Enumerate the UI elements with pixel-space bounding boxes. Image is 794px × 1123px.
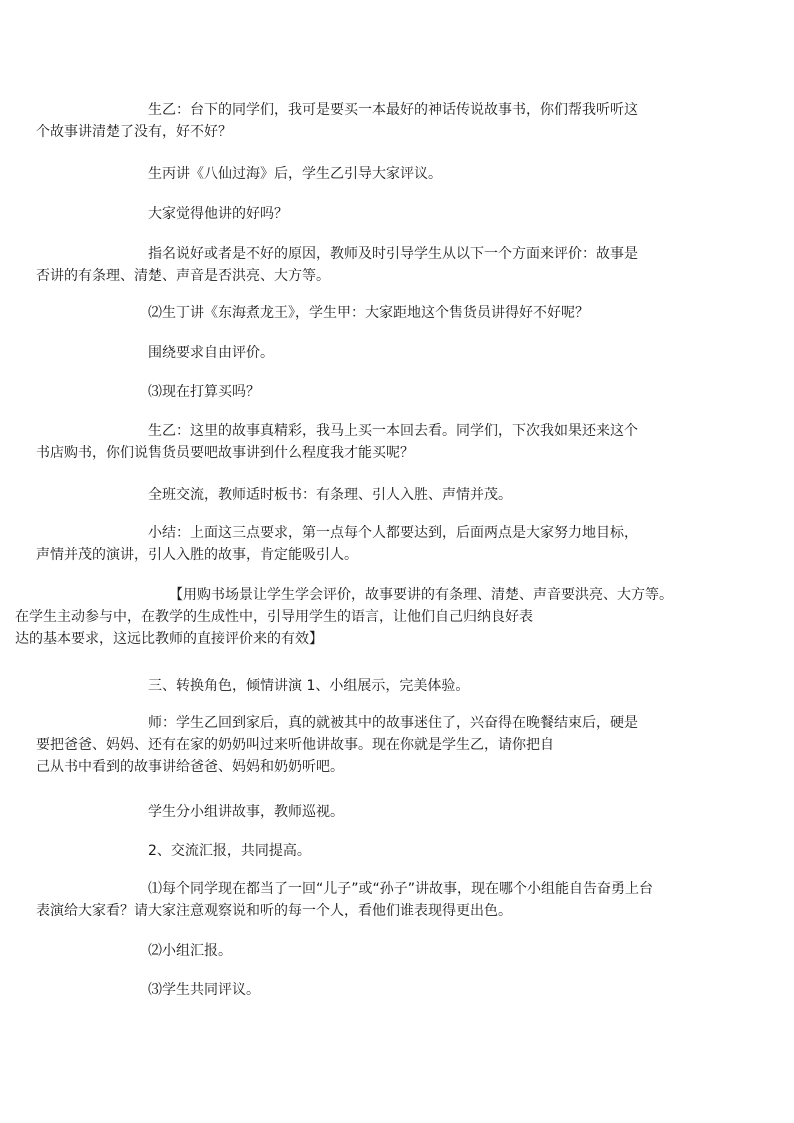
paragraph-3	[92, 203, 704, 225]
paragraph-10	[36, 522, 704, 566]
text-line: ⑶现在打算买吗？	[148, 384, 260, 400]
paragraph-12	[92, 675, 704, 697]
text-line: 个故事讲清楚了没有，好不好？	[36, 124, 232, 140]
text-line: ⑶学生共同评议。	[148, 982, 260, 998]
paragraph-2	[92, 163, 704, 185]
paragraph-6	[92, 342, 704, 364]
text-line: 大家觉得他讲的好吗？	[148, 206, 288, 222]
paragraph-11	[15, 584, 704, 650]
text-line: 己从书中看到的故事讲给爸爸、妈妈和奶奶听吧。	[36, 759, 344, 775]
paragraph-9	[92, 484, 704, 506]
text-line: ⑴每个同学现在都当了一回“儿子”或“孙子”讲故事，现在哪个小组能自告奋勇上台	[148, 881, 654, 897]
text-line: 指名说好或者是不好的原因，教师及时引导学生从以下一个方面来评价：故事是	[148, 246, 638, 262]
text-line: ⑵小组汇报。	[148, 943, 232, 959]
paragraph-4	[36, 243, 704, 287]
text-line: 学生分小组讲故事，教师巡视。	[148, 804, 344, 820]
paragraph-5	[92, 302, 704, 324]
text-line: 全班交流，教师适时板书：有条理、引人入胜、声情并茂。	[148, 487, 512, 503]
text-line: 达的基本要求，这远比教师的直接评价来的有效】	[15, 631, 323, 647]
paragraph-17	[92, 940, 704, 962]
text-line: 要把爸爸、妈妈、还有在家的奶奶叫过来听他讲故事。现在你就是学生乙，请你把自	[36, 737, 554, 753]
paragraph-18	[92, 979, 704, 1001]
text-line: 【用购书场景让学生学会评价，故事要讲的有条理、清楚、声音要洪亮、大方等。	[169, 587, 673, 603]
paragraph-7	[92, 381, 704, 403]
text-line: 三、转换角色，倾情讲演 1、小组展示，完美体验。	[148, 678, 470, 694]
text-line: ⑵生丁讲《东海煮龙王》，学生甲：大家距地这个售货员讲得好不好呢？	[148, 305, 589, 321]
text-line: 生丙讲《八仙过海》后，学生乙引导大家评议。	[148, 166, 442, 182]
paragraph-15	[92, 840, 704, 862]
text-line: 否讲的有条理、清楚、声音是否洪亮、大方等。	[36, 268, 330, 284]
text-line: 生乙：这里的故事真精彩，我马上买一本回去看。同学们，下次我如果还来这个	[148, 423, 638, 439]
text-line: 声情并茂的演讲，引人入胜的故事，肯定能吸引人。	[36, 547, 358, 563]
text-line: 表演给大家看？请大家注意观察说和听的每一个人，看他们谁表现得更出色。	[36, 903, 512, 919]
text-line: 书店购书，你们说售货员要吧故事讲到什么程度我才能买呢？	[36, 445, 414, 461]
paragraph-1	[36, 99, 704, 143]
text-line: 围绕要求自由评价。	[148, 345, 274, 361]
text-line: 在学生主动参与中，在教学的生成性中，引导用学生的语言，让他们自己归纳良好表	[15, 609, 533, 625]
text-line: 生乙：台下的同学们，我可是要买一本最好的神话传说故事书，你们帮我听听这	[148, 102, 638, 118]
text-line: 2、交流汇报，共同提高。	[148, 843, 311, 859]
text-line: 师：学生乙回到家后，真的就被其中的故事迷住了，兴奋得在晚餐结束后，硬是	[148, 715, 638, 731]
paragraph-8	[36, 420, 704, 464]
paragraph-13	[36, 712, 704, 778]
paragraph-16	[36, 878, 704, 922]
text-line: 小结：上面这三点要求，第一点每个人都要达到，后面两点是大家努力地目标，	[148, 525, 638, 541]
paragraph-14	[92, 801, 704, 823]
